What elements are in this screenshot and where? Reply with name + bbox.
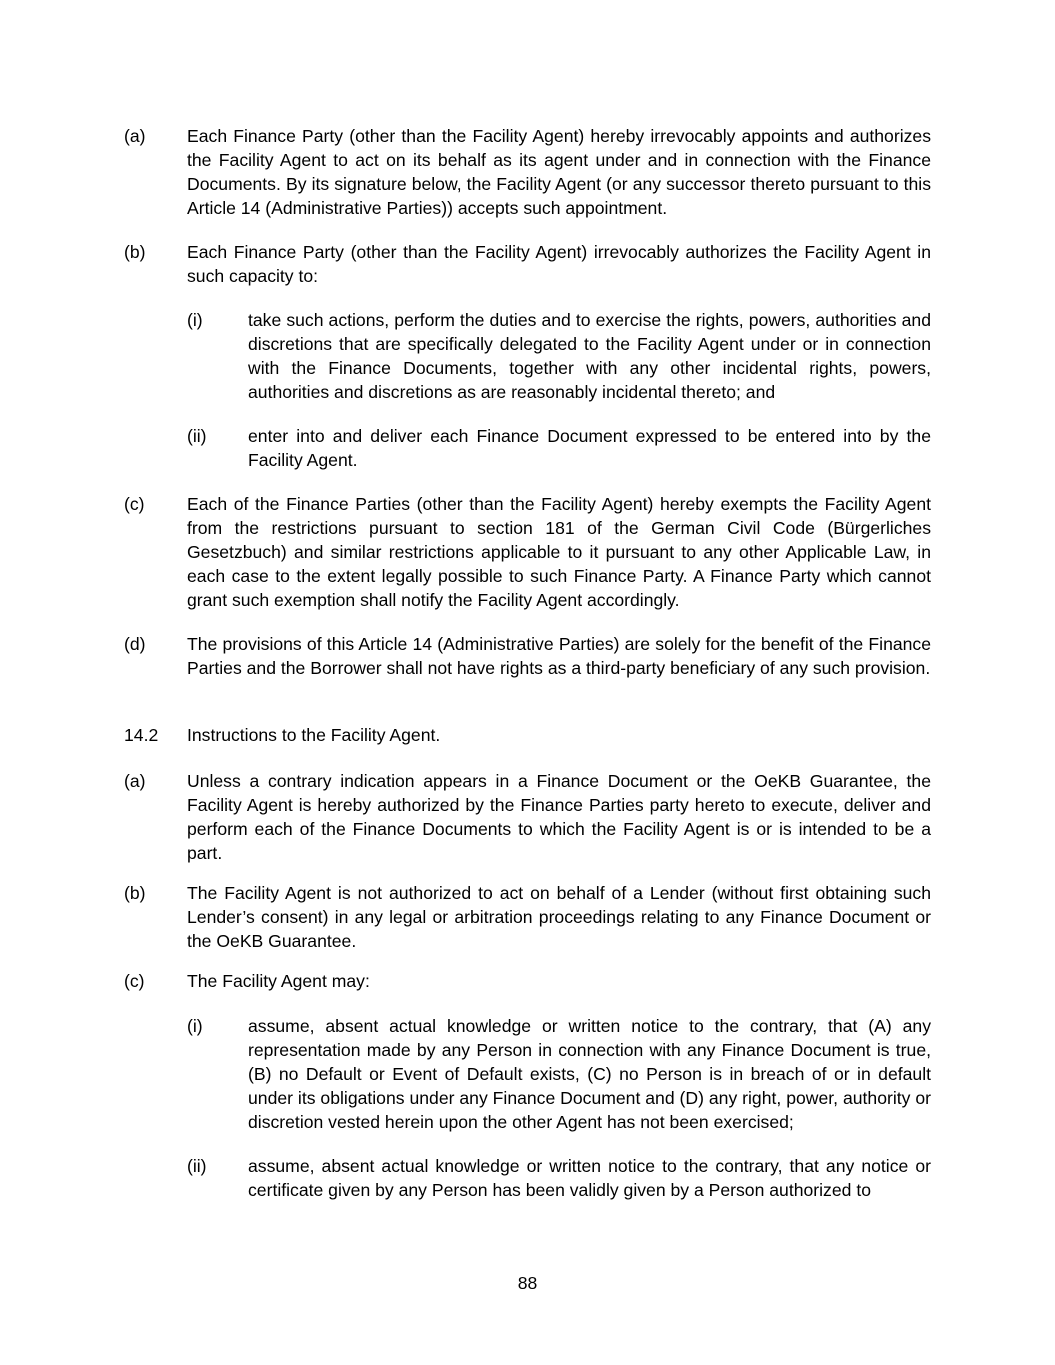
- clause-label: (b): [124, 883, 146, 903]
- subclause-text: enter into and deliver each Finance Document expressed to be entered into by the Facility Agent.: [248, 426, 931, 470]
- clause-label: (b): [124, 242, 146, 262]
- clause-text: The provisions of this Article 14 (Administrative Parties) are solely for the benefit of the Finance Parties and the Borrower shall not have rights as a third-party beneficiary of any such provision.: [187, 634, 931, 678]
- clause-label: (c): [124, 971, 145, 991]
- clause-label: (d): [124, 634, 146, 654]
- section-heading: Instructions to the Facility Agent.: [187, 725, 441, 745]
- clause-text: Each Finance Party (other than the Facility Agent) irrevocably authorizes the Facility Agent in such capacity to:: [187, 242, 931, 286]
- clause-text: The Facility Agent may:: [187, 971, 370, 991]
- clause-text: Each of the Finance Parties (other than the Facility Agent) hereby exempts the Facility Agent from the restrictions pursuant to section 181 of the German Civil Code (Bürgerliches Gesetzbuch) and similar restrictions applicable to it pursuant to any other Applicable Law, in each case to the extent legally possible to such Finance Party. A Finance Party which cannot grant such exemption shall notify the Facility Agent accordingly.: [187, 494, 931, 610]
- section-number: 14.2: [124, 725, 159, 745]
- page-number: 88: [517, 1273, 538, 1293]
- clause-text: Unless a contrary indication appears in a Finance Document or the OeKB Guarantee, the Facility Agent is hereby authorized by the Finance Parties party hereto to execute, deliver and perform each of the Finance Documents to which the Facility Agent is or is intended to be a part.: [187, 771, 931, 863]
- subclause-label: (ii): [187, 426, 207, 446]
- subclause-label: (i): [187, 310, 203, 330]
- clause-text: The Facility Agent is not authorized to act on behalf of a Lender (without first obtaining such Lender’s consent) in any legal or arbitration proceedings relating to any Finance Document or the OeKB Guarantee.: [187, 883, 931, 951]
- subclause-label: (ii): [187, 1156, 207, 1176]
- clause-text: Each Finance Party (other than the Facility Agent) hereby irrevocably appoints and authorizes the Facility Agent to act on its behalf as its agent under and in connection with the Finance Documents. By its signature below, the Facility Agent (or any successor thereto pursuant to this Article 14 (Administrative Parties)) accepts such appointment.: [187, 126, 931, 218]
- clause-label: (a): [124, 771, 146, 791]
- clause-label: (c): [124, 494, 145, 514]
- subclause-text: assume, absent actual knowledge or written notice to the contrary, that (A) any representation made by any Person in connection with any Finance Document is true, (B) no Default or Event of Default exists, (C) no Person is in breach of or in default under its obligations under any Finance Document and (D) any right, power, authority or discretion vested herein upon the other Agent has not been exercised;: [248, 1016, 931, 1132]
- clause-label: (a): [124, 126, 146, 146]
- subclause-text: take such actions, perform the duties and to exercise the rights, powers, authorities and discretions that are specifically delegated to the Facility Agent under or in connection with the Finance Documents, together with any other incidental rights, powers, authorities and discretions as are reasonably incidental thereto; and: [248, 310, 931, 402]
- subclause-label: (i): [187, 1016, 203, 1036]
- subclause-text: assume, absent actual knowledge or written notice to the contrary, that any notice or certificate given by any Person has been validly given by a Person authorized to: [248, 1156, 931, 1200]
